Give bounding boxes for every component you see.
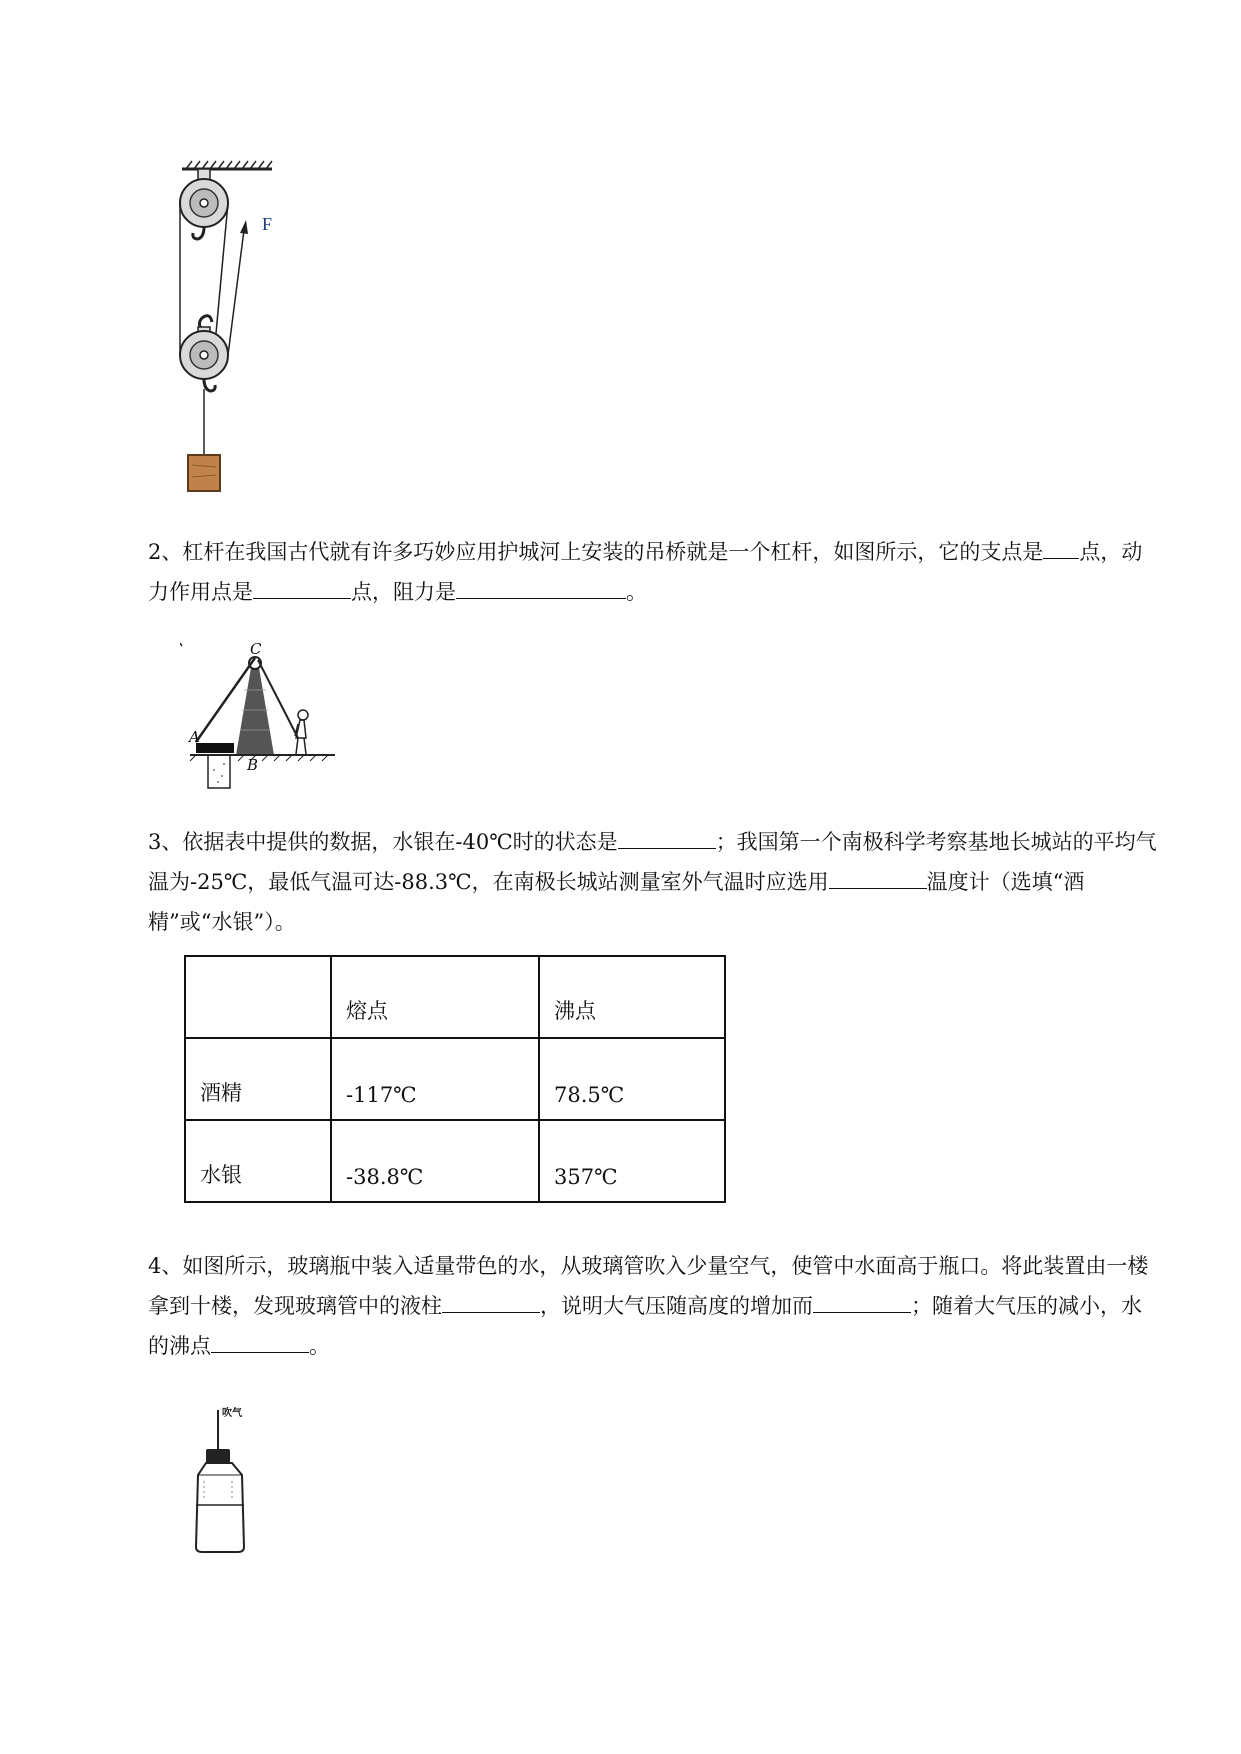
- pulley-figure: [170, 155, 290, 500]
- question-2-text-a: 杠杆在我国古代就有许多巧妙应用护城河上安装的吊桥就是一个杠杆，如图所示，它的支点是: [182, 540, 1044, 564]
- question-2-number: 2、: [148, 540, 183, 564]
- question-3-text-a: 依据表中提供的数据，水银在-40℃时的状态是: [182, 830, 618, 854]
- drawbridge-figure: [180, 640, 340, 790]
- question-2: [148, 532, 1158, 612]
- bottle-figure: [190, 1405, 270, 1555]
- table-cell: -117℃: [331, 1038, 539, 1120]
- blow-label: 吹气: [222, 1408, 242, 1419]
- answer-blank-boiling-point[interactable]: [211, 1326, 309, 1353]
- table-header-cell: 熔点: [331, 956, 539, 1038]
- question-3-number: 3、: [148, 830, 183, 854]
- answer-blank-thermometer[interactable]: [829, 862, 927, 889]
- question-2-text-b: 点，动力作用点是: [148, 540, 1143, 604]
- table-header-cell: 沸点: [539, 956, 725, 1038]
- force-label: F: [262, 214, 273, 234]
- label-c: C: [250, 640, 262, 658]
- label-a: A: [189, 728, 200, 746]
- question-4-number: 4、: [148, 1254, 183, 1278]
- table-header-row: [185, 956, 725, 1038]
- question-4-text-c: ；随着大气压的减小，水的沸点: [148, 1294, 1142, 1358]
- table-cell: -38.8℃: [331, 1120, 539, 1202]
- table-row: [185, 1120, 725, 1202]
- table-cell: 水银: [185, 1120, 331, 1202]
- data-table: [184, 955, 726, 1203]
- answer-blank-fulcrum[interactable]: [1043, 532, 1079, 559]
- table-header-cell: [185, 956, 331, 1038]
- question-4-text-b: ，说明大气压随高度的增加而: [540, 1294, 813, 1318]
- question-2-text-c: 点，阻力是: [351, 580, 456, 604]
- table-row: [185, 1038, 725, 1120]
- answer-blank-pressure-change[interactable]: [813, 1286, 911, 1313]
- table-cell: 酒精: [185, 1038, 331, 1120]
- label-b: B: [247, 756, 259, 774]
- answer-blank-effort-point[interactable]: [253, 572, 351, 599]
- question-2-text-d: 。: [626, 580, 647, 604]
- question-4-text-d: 。: [309, 1334, 330, 1358]
- question-4-text-a: 如图所示，玻璃瓶中装入适量带色的水，从玻璃管吹入少量空气，使管中水面高于瓶口。将此装置由一楼拿到十楼，发现玻璃管中的液柱: [148, 1254, 1149, 1318]
- question-3: [148, 822, 1158, 942]
- question-3-text-b: ；我国第一个南极科学考察基地长城站的平均气温为-25℃，最低气温可达-88.3℃，在南极长城站测量室外气温时应选用: [148, 830, 1157, 894]
- question-3-text-c: 温度计（选填“酒精”或“水银”）。: [148, 870, 1085, 934]
- question-4: [148, 1246, 1158, 1366]
- table-cell: 78.5℃: [539, 1038, 725, 1120]
- answer-blank-liquid-column[interactable]: [442, 1286, 540, 1313]
- answer-blank-mercury-state[interactable]: [618, 822, 716, 849]
- answer-blank-resistance[interactable]: [456, 572, 626, 599]
- table-cell: 357℃: [539, 1120, 725, 1202]
